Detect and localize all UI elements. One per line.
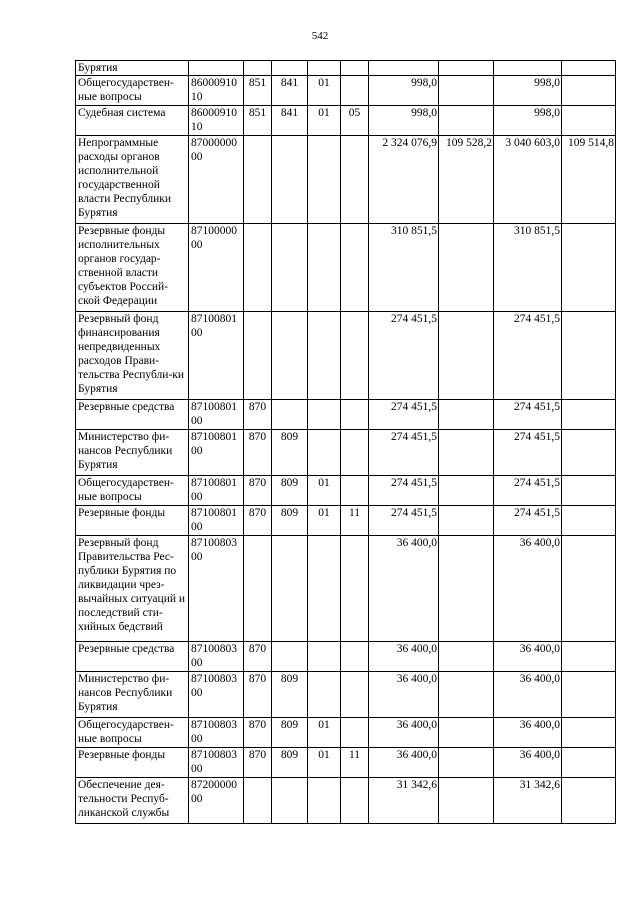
administrator-code [272, 642, 308, 672]
subsection-code [341, 136, 369, 224]
federal-amount-year-1 [439, 224, 494, 312]
amount-year-2: 36 400,0 [494, 672, 562, 718]
table-row [76, 476, 616, 506]
amount-year-2: 998,0 [494, 106, 562, 136]
target-article-code: 8710080300 [189, 718, 244, 748]
federal-amount-year-1 [439, 76, 494, 106]
administrator-code: 809 [272, 718, 308, 748]
federal-amount-year-2 [562, 506, 616, 536]
row-name: Резервные средства [76, 400, 189, 430]
row-name: Резервные средства [76, 642, 189, 672]
amount-year-2: 274 451,5 [494, 400, 562, 430]
administrator-code: 809 [272, 748, 308, 778]
amount-year-1: 998,0 [369, 106, 439, 136]
federal-amount-year-2: 109 514,8 [562, 136, 616, 224]
target-article-code: 8710080300 [189, 642, 244, 672]
federal-amount-year-1 [439, 476, 494, 506]
target-article-code: 8710000000 [189, 224, 244, 312]
amount-year-2: 36 400,0 [494, 718, 562, 748]
section-code [308, 400, 341, 430]
subsection-code [341, 224, 369, 312]
administrator-code [272, 778, 308, 824]
expense-type-code [244, 312, 272, 400]
expense-type-code [244, 536, 272, 642]
amount-year-1: 274 451,5 [369, 400, 439, 430]
amount-year-2: 3 040 603,0 [494, 136, 562, 224]
section-code [308, 224, 341, 312]
federal-amount-year-1 [439, 312, 494, 400]
amount-year-2: 36 400,0 [494, 642, 562, 672]
amount-year-1: 36 400,0 [369, 642, 439, 672]
federal-amount-year-1 [439, 430, 494, 476]
table-row [76, 312, 616, 400]
target-article-code: 8710080100 [189, 506, 244, 536]
subsection-code [341, 400, 369, 430]
table-row [76, 642, 616, 672]
federal-amount-year-1 [439, 778, 494, 824]
amount-year-2: 274 451,5 [494, 430, 562, 476]
row-name: Резервные фонды [76, 506, 189, 536]
subsection-code [341, 61, 369, 76]
federal-amount-year-1 [439, 642, 494, 672]
table-row [76, 61, 616, 76]
federal-amount-year-2 [562, 778, 616, 824]
table-row [76, 748, 616, 778]
administrator-code: 809 [272, 430, 308, 476]
subsection-code: 11 [341, 506, 369, 536]
subsection-code [341, 476, 369, 506]
amount-year-1 [369, 61, 439, 76]
budget-table [75, 60, 616, 824]
section-code: 01 [308, 506, 341, 536]
table-row [76, 224, 616, 312]
administrator-code: 841 [272, 106, 308, 136]
section-code: 01 [308, 748, 341, 778]
expense-type-code: 851 [244, 106, 272, 136]
subsection-code [341, 642, 369, 672]
table-row [76, 778, 616, 824]
expense-type-code: 870 [244, 642, 272, 672]
amount-year-1: 310 851,5 [369, 224, 439, 312]
target-article-code: 8710080300 [189, 748, 244, 778]
target-article-code: 8710080100 [189, 430, 244, 476]
amount-year-2 [494, 61, 562, 76]
section-code [308, 61, 341, 76]
federal-amount-year-2 [562, 718, 616, 748]
expense-type-code: 870 [244, 400, 272, 430]
subsection-code [341, 312, 369, 400]
federal-amount-year-1 [439, 672, 494, 718]
expense-type-code: 870 [244, 476, 272, 506]
section-code [308, 672, 341, 718]
amount-year-2: 36 400,0 [494, 748, 562, 778]
federal-amount-year-1 [439, 61, 494, 76]
amount-year-1: 36 400,0 [369, 672, 439, 718]
federal-amount-year-2 [562, 61, 616, 76]
table-row [76, 430, 616, 476]
row-name: Общегосударствен-ные вопросы [76, 76, 189, 106]
federal-amount-year-1 [439, 748, 494, 778]
section-code [308, 136, 341, 224]
expense-type-code [244, 224, 272, 312]
subsection-code [341, 430, 369, 476]
row-name: Обеспечение дея-тельности Респуб-ликанской службы [76, 778, 189, 824]
target-article-code: 8600091010 [189, 76, 244, 106]
expense-type-code: 870 [244, 748, 272, 778]
expense-type-code: 870 [244, 718, 272, 748]
row-name: Судебная система [76, 106, 189, 136]
federal-amount-year-2 [562, 536, 616, 642]
target-article-code: 8710080100 [189, 312, 244, 400]
subsection-code [341, 718, 369, 748]
subsection-code [341, 76, 369, 106]
expense-type-code: 851 [244, 76, 272, 106]
federal-amount-year-2 [562, 76, 616, 106]
subsection-code [341, 672, 369, 718]
amount-year-2: 36 400,0 [494, 536, 562, 642]
amount-year-2: 310 851,5 [494, 224, 562, 312]
page-number: 542 [311, 30, 329, 42]
administrator-code [272, 312, 308, 400]
row-name: Непрограммные расходы органов исполнительной государственной власти Республики Бурятия [76, 136, 189, 224]
subsection-code [341, 778, 369, 824]
federal-amount-year-1 [439, 106, 494, 136]
amount-year-1: 274 451,5 [369, 476, 439, 506]
target-article-code: 8710080100 [189, 400, 244, 430]
table-row [76, 672, 616, 718]
amount-year-1: 998,0 [369, 76, 439, 106]
administrator-code [272, 224, 308, 312]
federal-amount-year-1 [439, 400, 494, 430]
table-body [76, 61, 616, 824]
table-row [76, 106, 616, 136]
federal-amount-year-2 [562, 642, 616, 672]
row-name: Министерство фи-нансов Республики Бурятия [76, 430, 189, 476]
section-code [308, 312, 341, 400]
administrator-code: 841 [272, 76, 308, 106]
row-name: Бурятия [76, 61, 189, 76]
subsection-code: 11 [341, 748, 369, 778]
row-name: Резервные фонды исполнительных органов государ-ственной власти субъектов Россий-ской Федерации [76, 224, 189, 312]
federal-amount-year-2 [562, 400, 616, 430]
section-code: 01 [308, 76, 341, 106]
section-code: 01 [308, 106, 341, 136]
section-code [308, 536, 341, 642]
target-article-code: 8720000000 [189, 778, 244, 824]
amount-year-1: 36 400,0 [369, 748, 439, 778]
expense-type-code [244, 61, 272, 76]
federal-amount-year-1 [439, 536, 494, 642]
amount-year-1: 274 451,5 [369, 312, 439, 400]
target-article-code: 8600091010 [189, 106, 244, 136]
table-row [76, 536, 616, 642]
amount-year-2: 998,0 [494, 76, 562, 106]
subsection-code [341, 536, 369, 642]
target-article-code: 8710080100 [189, 476, 244, 506]
amount-year-1: 2 324 076,9 [369, 136, 439, 224]
expense-type-code [244, 136, 272, 224]
row-name: Министерство фи-нансов Республики Бурятия [76, 672, 189, 718]
expense-type-code: 870 [244, 430, 272, 476]
federal-amount-year-1 [439, 718, 494, 748]
amount-year-1: 36 400,0 [369, 718, 439, 748]
amount-year-1: 274 451,5 [369, 506, 439, 536]
administrator-code [272, 536, 308, 642]
table-row [76, 506, 616, 536]
amount-year-2: 274 451,5 [494, 476, 562, 506]
target-article-code: 8710080300 [189, 672, 244, 718]
federal-amount-year-1 [439, 506, 494, 536]
subsection-code: 05 [341, 106, 369, 136]
table-row [76, 718, 616, 748]
federal-amount-year-1: 109 528,2 [439, 136, 494, 224]
federal-amount-year-2 [562, 224, 616, 312]
section-code [308, 642, 341, 672]
amount-year-1: 36 400,0 [369, 536, 439, 642]
administrator-code: 809 [272, 476, 308, 506]
expense-type-code [244, 778, 272, 824]
administrator-code [272, 61, 308, 76]
section-code [308, 778, 341, 824]
expense-type-code: 870 [244, 506, 272, 536]
table-row [76, 136, 616, 224]
federal-amount-year-2 [562, 672, 616, 718]
administrator-code [272, 136, 308, 224]
table-row [76, 76, 616, 106]
row-name: Общегосударствен-ные вопросы [76, 476, 189, 506]
section-code: 01 [308, 476, 341, 506]
target-article-code [189, 61, 244, 76]
row-name: Резервный фонд финансирования непредвиденных расходов Прави-тельства Республи-ки Бурятия [76, 312, 189, 400]
amount-year-2: 274 451,5 [494, 312, 562, 400]
expense-type-code: 870 [244, 672, 272, 718]
administrator-code: 809 [272, 506, 308, 536]
section-code: 01 [308, 718, 341, 748]
federal-amount-year-2 [562, 106, 616, 136]
section-code [308, 430, 341, 476]
federal-amount-year-2 [562, 312, 616, 400]
target-article-code: 8710080300 [189, 536, 244, 642]
amount-year-2: 274 451,5 [494, 506, 562, 536]
federal-amount-year-2 [562, 430, 616, 476]
amount-year-1: 274 451,5 [369, 430, 439, 476]
target-article-code: 8700000000 [189, 136, 244, 224]
administrator-code: 809 [272, 672, 308, 718]
amount-year-1: 31 342,6 [369, 778, 439, 824]
row-name: Резервный фонд Правительства Рес-публики Бурятия по ликвидации чрез-вычайных ситуаций и последствий сти-хийных бедствий [76, 536, 189, 642]
amount-year-2: 31 342,6 [494, 778, 562, 824]
federal-amount-year-2 [562, 748, 616, 778]
administrator-code [272, 400, 308, 430]
row-name: Резервные фонды [76, 748, 189, 778]
federal-amount-year-2 [562, 476, 616, 506]
table-row [76, 400, 616, 430]
row-name: Общегосударствен-ные вопросы [76, 718, 189, 748]
